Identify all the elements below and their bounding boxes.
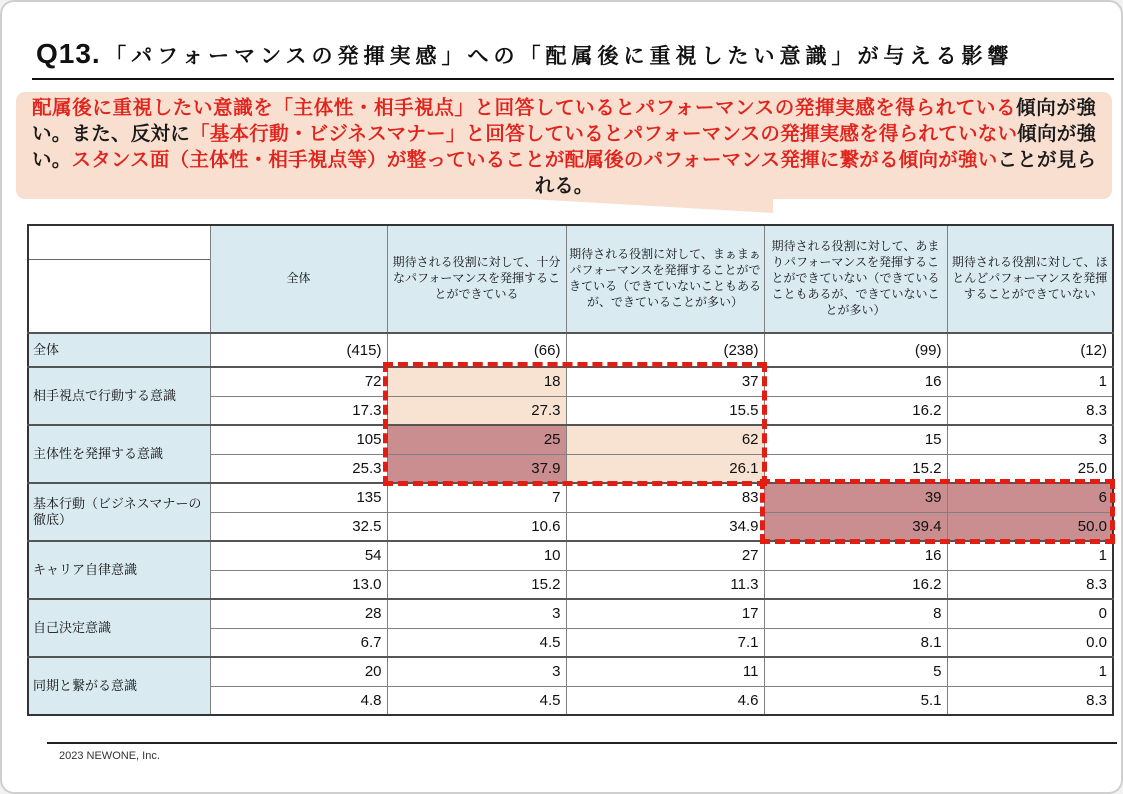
percent-cell: 6.7 — [210, 628, 387, 657]
percent-cell: 8.1 — [764, 628, 947, 657]
row-label: 相手視点で行動する意識 — [28, 367, 210, 425]
title-underline — [32, 78, 1114, 80]
page-title-text: 「パフォーマンスの発揮実感」への「配属後に重視したい意識」が与える影響 — [105, 45, 1014, 68]
percent-cell: 16.2 — [764, 396, 947, 425]
count-cell: 54 — [210, 541, 387, 570]
callout-segment: 傾向が強い。 — [32, 123, 1096, 171]
count-cell: 10 — [387, 541, 566, 570]
footer-divider-line — [47, 742, 1117, 744]
row-label: 主体性を発揮する意識 — [28, 425, 210, 483]
count-cell: 11 — [566, 657, 764, 686]
count-cell: 1 — [947, 657, 1113, 686]
percent-cell-highlight: 26.1 — [566, 454, 764, 483]
footer-copyright: 2023 NEWONE, Inc. — [59, 750, 160, 762]
percent-cell: 8.3 — [947, 570, 1113, 599]
percent-cell: 15.5 — [566, 396, 764, 425]
total-cell: (415) — [210, 333, 387, 367]
percent-cell: 5.1 — [764, 686, 947, 715]
percent-cell: 17.3 — [210, 396, 387, 425]
total-cell: (99) — [764, 333, 947, 367]
percent-cell: 13.0 — [210, 570, 387, 599]
count-cell: 7 — [387, 483, 566, 512]
count-cell: 0 — [947, 599, 1113, 628]
count-cell: 16 — [764, 541, 947, 570]
count-cell: 27 — [566, 541, 764, 570]
total-cell: (66) — [387, 333, 566, 367]
count-cell-highlight: 62 — [566, 425, 764, 454]
count-cell: 3 — [947, 425, 1113, 454]
callout-segment: 「基本行動・ビジネスマナー」と回答しているとパフォーマンスの発揮実感を得られていない — [190, 123, 1018, 145]
count-cell-highlight: 39 — [764, 483, 947, 512]
percent-cell: 4.8 — [210, 686, 387, 715]
page-title — [36, 38, 1116, 70]
count-cell: 3 — [387, 599, 566, 628]
count-cell: 16 — [764, 367, 947, 396]
count-cell-highlight: 25 — [387, 425, 566, 454]
row-label: 同期と繋がる意識 — [28, 657, 210, 715]
row-label: 基本行動（ビジネスマナーの徹底） — [28, 483, 210, 541]
percent-cell: 25.0 — [947, 454, 1113, 483]
count-cell: 135 — [210, 483, 387, 512]
percent-cell: 8.3 — [947, 686, 1113, 715]
column-header-total: 全体 — [210, 225, 387, 333]
count-cell: 8 — [764, 599, 947, 628]
percent-cell: 34.9 — [566, 512, 764, 541]
header-corner-divider — [29, 259, 210, 260]
percent-cell: 15.2 — [764, 454, 947, 483]
percent-cell: 8.3 — [947, 396, 1113, 425]
count-cell-highlight: 6 — [947, 483, 1113, 512]
summary-callout-text — [32, 95, 1096, 199]
percent-cell-highlight: 50.0 — [947, 512, 1113, 541]
count-cell: 1 — [947, 367, 1113, 396]
percent-cell: 32.5 — [210, 512, 387, 541]
count-cell: 72 — [210, 367, 387, 396]
percent-cell-highlight: 37.9 — [387, 454, 566, 483]
callout-tail — [495, 197, 773, 213]
percent-cell: 10.6 — [387, 512, 566, 541]
column-header-no-perf: 期待される役割に対して、ほとんどパフォーマンスを発揮することができていない — [947, 225, 1113, 333]
percent-cell-highlight: 27.3 — [387, 396, 566, 425]
summary-callout-bubble — [16, 92, 1112, 199]
count-cell: 28 — [210, 599, 387, 628]
callout-segment: 傾向が強い。また、反対に — [32, 97, 1096, 145]
total-cell: (238) — [566, 333, 764, 367]
count-cell: 3 — [387, 657, 566, 686]
percent-cell: 0.0 — [947, 628, 1113, 657]
header-corner-cell — [28, 225, 210, 333]
count-cell: 20 — [210, 657, 387, 686]
total-cell: (12) — [947, 333, 1113, 367]
column-header-rarely-perf: 期待される役割に対して、あまりパフォーマンスを発揮することができていない（できていることもあるが、できていないことが多い） — [764, 225, 947, 333]
row-label: 自己決定意識 — [28, 599, 210, 657]
count-cell-highlight: 18 — [387, 367, 566, 396]
question-number: Q13. — [36, 38, 101, 69]
callout-segment: スタンス面（主体性・相手視点等）が整っていることが配属後のパフォーマンス発揮に繋がる傾向が強い — [71, 149, 998, 171]
results-table — [27, 224, 1114, 716]
count-cell: 1 — [947, 541, 1113, 570]
row-label-total: 全体 — [28, 333, 210, 367]
percent-cell: 4.5 — [387, 686, 566, 715]
percent-cell: 7.1 — [566, 628, 764, 657]
percent-cell: 15.2 — [387, 570, 566, 599]
count-cell: 105 — [210, 425, 387, 454]
percent-cell: 4.5 — [387, 628, 566, 657]
callout-segment: ことが見られる。 — [534, 149, 1096, 197]
row-label: キャリア自律意識 — [28, 541, 210, 599]
callout-segment: 配属後に重視したい意識を「主体性・相手視点」と回答しているとパフォーマンスの発揮実感を得られている — [32, 97, 1017, 119]
percent-cell: 4.6 — [566, 686, 764, 715]
percent-cell: 25.3 — [210, 454, 387, 483]
count-cell: 83 — [566, 483, 764, 512]
count-cell: 37 — [566, 367, 764, 396]
count-cell: 17 — [566, 599, 764, 628]
column-header-full-perf: 期待される役割に対して、十分なパフォーマンスを発揮することができている — [387, 225, 566, 333]
percent-cell-highlight: 39.4 — [764, 512, 947, 541]
percent-cell: 11.3 — [566, 570, 764, 599]
percent-cell: 16.2 — [764, 570, 947, 599]
column-header-mostly-perf: 期待される役割に対して、まぁまぁパフォーマンスを発揮することができている（できていないこともあるが、できていることが多い） — [566, 225, 764, 333]
count-cell: 15 — [764, 425, 947, 454]
count-cell: 5 — [764, 657, 947, 686]
